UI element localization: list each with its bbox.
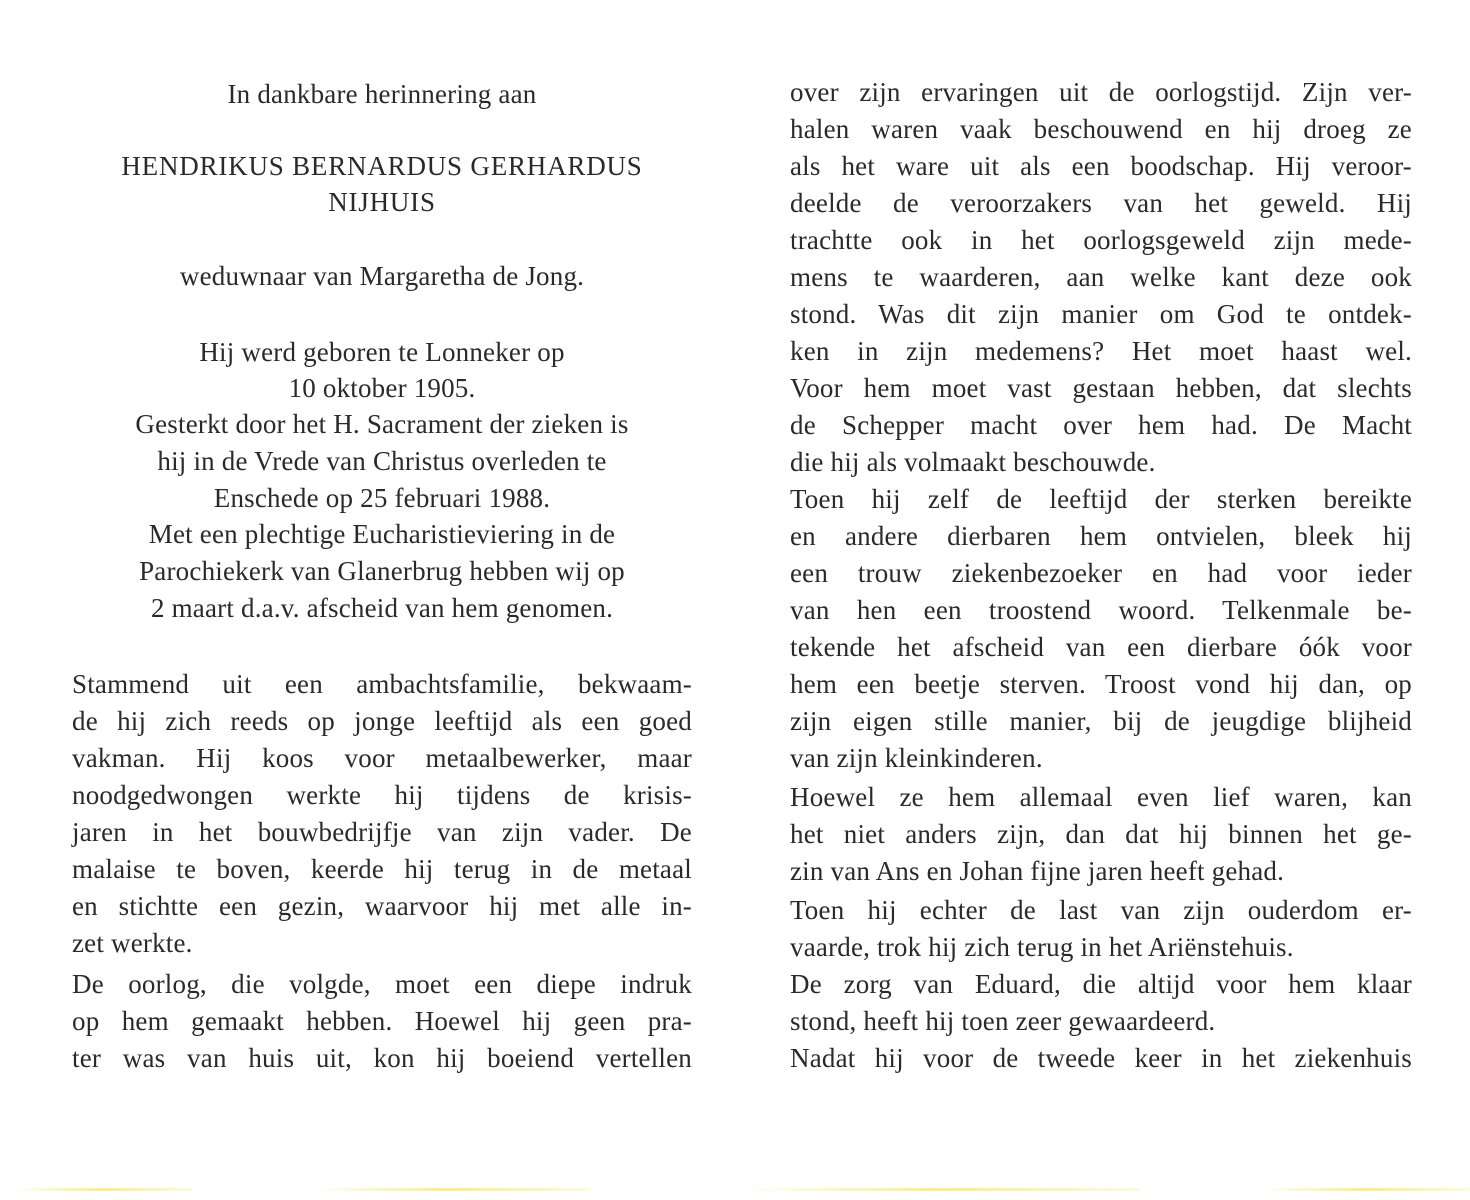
body-line: van zijn kleinkinderen.	[790, 743, 1043, 773]
scan-edge-mark	[740, 1188, 1140, 1191]
body-line: hem een beetje sterven. Troost vond hij dan, op	[790, 669, 1412, 699]
body-line: zet werkte.	[72, 928, 193, 958]
body-line: Stammend uit een ambachtsfamilie, bekwaam-	[72, 669, 692, 699]
body-line: deelde de veroorzakers van het geweld. Hij	[790, 188, 1412, 218]
scan-edge-mark	[310, 1188, 590, 1191]
detail-line: Hij werd geboren te Lonneker op	[199, 337, 565, 367]
body-line: en stichtte een gezin, waarvoor hij met alle in-	[72, 891, 692, 921]
body-line: Toen hij zelf de leeftijd der sterken bereikte	[790, 484, 1412, 514]
body-line: Nadat hij voor de tweede keer in het ziekenhuis	[790, 1043, 1412, 1073]
body-line: ter was van huis uit, kon hij boeiend vertellen	[72, 1043, 692, 1073]
body-line: ken in zijn medemens? Het moet haast wel.	[790, 336, 1412, 366]
body-line: noodgedwongen werkte hij tijdens de krisis-	[72, 780, 692, 810]
body-line: Hoewel ze hem allemaal even lief waren, kan	[790, 782, 1412, 812]
body-line: stond. Was dit zijn manier om God te ontdek-	[790, 299, 1412, 329]
body-line: mens te waarderen, aan welke kant deze ook	[790, 262, 1412, 292]
body-line: De zorg van Eduard, die altijd voor hem klaar	[790, 969, 1412, 999]
body-line: malaise te boven, keerde hij terug in de metaal	[72, 854, 692, 884]
body-line: vaarde, trok hij zich terug in het Ariënstehuis.	[790, 932, 1294, 962]
body-line: zin van Ans en Johan fijne jaren heeft gehad.	[790, 856, 1285, 886]
body-line: tekende het afscheid van een dierbare óók voor	[790, 632, 1412, 662]
spouse-line: weduwnaar van Margaretha de Jong.	[179, 261, 585, 291]
intro-line: In dankbare herinnering aan	[227, 79, 537, 109]
scan-edge-mark	[1260, 1188, 1470, 1191]
detail-line: Enschede op 25 februari 1988.	[213, 483, 551, 513]
body-line: zijn eigen stille manier, bij de jeugdige blijheid	[790, 706, 1412, 736]
body-line: De oorlog, die volgde, moet een diepe indruk	[72, 969, 692, 999]
body-line: van hen een troostend woord. Telkenmale be-	[790, 595, 1412, 625]
body-line: het niet anders zijn, dan dat hij binnen het ge-	[790, 819, 1412, 849]
detail-line: Met een plechtige Eucharistieviering in de	[148, 519, 616, 549]
body-line: stond, heeft hij toen zeer gewaardeerd.	[790, 1006, 1216, 1036]
scan-edge-mark	[12, 1188, 192, 1191]
body-line: de hij zich reeds op jonge leeftijd als een goed	[72, 706, 692, 736]
body-line: Toen hij echter de last van zijn ouderdom er-	[790, 895, 1412, 925]
detail-line: hij in de Vrede van Christus overleden te	[157, 446, 607, 476]
body-line: halen waren vaak beschouwend en hij droeg ze	[790, 114, 1412, 144]
detail-line: Gesterkt door het H. Sacrament der zieken is	[135, 409, 629, 439]
body-line: trachtte ook in het oorlogsgeweld zijn mede-	[790, 225, 1412, 255]
deceased-name-line-2: NIJHUIS	[328, 187, 436, 217]
deceased-name-line-1: HENDRIKUS BERNARDUS GERHARDUS	[121, 151, 643, 181]
detail-line: 10 oktober 1905.	[288, 373, 476, 403]
body-line: als het ware uit als een boodschap. Hij veroor-	[790, 151, 1412, 181]
body-line: op hem gemaakt hebben. Hoewel hij geen pra-	[72, 1006, 692, 1036]
body-line: Voor hem moet vast gestaan hebben, dat slechts	[790, 373, 1412, 403]
body-line: over zijn ervaringen uit de oorlogstijd. Zijn ver-	[790, 77, 1412, 107]
body-line: de Schepper macht over hem had. De Macht	[790, 410, 1412, 440]
body-line: vakman. Hij koos voor metaalbewerker, maar	[72, 743, 692, 773]
body-line: een trouw ziekenbezoeker en had voor ieder	[790, 558, 1412, 588]
detail-line: 2 maart d.a.v. afscheid van hem genomen.	[150, 593, 614, 623]
body-line: en andere dierbaren hem ontvielen, bleek hij	[790, 521, 1412, 551]
body-line: die hij als volmaakt beschouwde.	[790, 447, 1156, 477]
body-line: jaren in het bouwbedrijfje van zijn vader. De	[72, 817, 692, 847]
detail-line: Parochiekerk van Glanerbrug hebben wij op	[139, 556, 625, 586]
